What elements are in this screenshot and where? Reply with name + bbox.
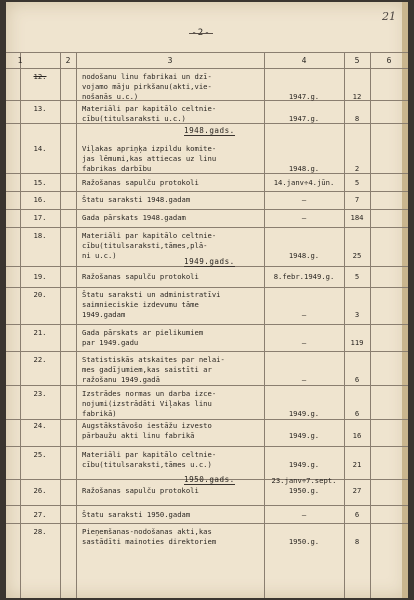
item-description: Ražošanas sapulču protokoli [82, 486, 199, 495]
item-number: 19. [33, 272, 47, 281]
item-sheet-count: 8 [354, 114, 360, 123]
column-header-5: 5 [354, 56, 360, 65]
item-dates: 1947.g. [288, 92, 320, 101]
archive-page [6, 2, 408, 598]
item-dates: 1948.g. [288, 164, 320, 173]
item-sheet-count: 25 [352, 251, 362, 260]
item-dates: 1949.g. [288, 431, 320, 440]
item-description: Izstrādes normas un darba izce- nojumi(izstrādāti Viļakas linu fabrikā) [82, 389, 217, 418]
item-dates: — [301, 195, 307, 204]
item-dates: 1949.g. [288, 409, 320, 418]
column-header-2: 2 [65, 56, 71, 65]
item-description: Augstākstāvošo iestāžu izvesto pārbaužu akti linu fabrikā [82, 421, 212, 440]
item-sheet-count: 7 [354, 195, 360, 204]
row-rule [6, 505, 408, 506]
column-header-6: 6 [386, 56, 392, 65]
page-number: -2- [186, 28, 216, 38]
item-description: nodošanu linu fabrikai un dzī- vojamo māju pirkšanu(akti,vie- nošanās u.c.) [82, 72, 212, 101]
column-rule [60, 52, 61, 598]
item-sheet-count: 8 [354, 537, 360, 546]
item-dates: 14.janv÷4.jūn. [273, 178, 335, 187]
row-rule [6, 287, 408, 288]
item-number: 24. [33, 421, 47, 430]
item-dates: — [301, 213, 307, 222]
item-description: Materiāli par kapitālo celtnie- cību(titulsaraksti,tāmes,plā- ni u.c.) [82, 231, 217, 260]
row-rule [6, 191, 408, 192]
row-rule [6, 523, 408, 524]
item-sheet-count: 6 [354, 409, 360, 418]
item-number: 18. [33, 231, 47, 240]
column-header-4: 4 [301, 56, 307, 65]
item-number: 23. [33, 389, 47, 398]
item-description: Štatu saraksti 1948.gadam [82, 195, 191, 204]
column-header-1: 1 [17, 56, 23, 65]
item-number: 28. [33, 527, 47, 536]
item-description: Ražošanas sapulču protokoli [82, 178, 199, 187]
item-number: 15. [33, 178, 47, 187]
item-number: 17. [33, 213, 47, 222]
handwritten-page-mark: 21 [382, 10, 396, 23]
item-dates: 1949.g. [288, 460, 320, 469]
item-description: Materiāli par kapitālo celtnie- cību(titulsaraksti u.c.) [82, 104, 217, 123]
row-rule [6, 324, 408, 325]
item-number: 20. [33, 290, 47, 299]
item-sheet-count: 6 [354, 510, 360, 519]
item-sheet-count: 119 [350, 338, 364, 347]
item-sheet-count: 16 [352, 431, 362, 440]
row-rule [6, 446, 408, 447]
item-description: Statistiskās atskaites par nelai- mes gadījumiem,kas saistīti ar ražošanu 1949.gadā [82, 355, 225, 384]
item-number: 22. [33, 355, 47, 364]
item-number: 12. [33, 72, 47, 81]
item-description: Štatu saraksti un administratīvi saimnieciskie izdevumu tāme 1949.gadam [82, 290, 221, 319]
item-description: Ražošanas sapulču protokoli [82, 272, 199, 281]
item-sheet-count: 5 [354, 272, 360, 281]
row-rule [6, 209, 408, 210]
item-sheet-count: 21 [352, 460, 362, 469]
item-description: Štatu saraksti 1950.gadam [82, 510, 191, 519]
item-number: 14. [33, 144, 47, 153]
item-sheet-count: 184 [350, 213, 364, 222]
item-dates: 1947.g. [288, 114, 320, 123]
item-dates: — [301, 338, 307, 347]
item-number: 21. [33, 328, 47, 337]
column-header-3: 3 [167, 56, 173, 65]
item-description: Gada pārskats 1948.gadam [82, 213, 186, 222]
item-sheet-count: 12 [352, 92, 362, 101]
item-description: Viļakas apriņķa izpildu komite- jas lēmumi,kas attiecas uz linu fabrikas darbību [82, 144, 217, 173]
item-dates: — [301, 310, 307, 319]
header-top-rule [6, 52, 408, 53]
item-dates: — [301, 375, 307, 384]
page-edge-strip [402, 2, 408, 598]
item-number: 16. [33, 195, 47, 204]
item-dates: 8.febr.1949.g. [273, 272, 335, 281]
item-dates: 1950.g. [288, 537, 320, 546]
item-description: Pieņemšanas-nodošanas akti,kas sastādīti mainoties direktoriem [82, 527, 217, 546]
year-heading: 1949.gads. [184, 257, 235, 266]
column-rule [76, 52, 77, 598]
row-rule [6, 385, 408, 386]
row-rule [6, 351, 408, 352]
item-number: 26. [33, 486, 47, 495]
item-number: 27. [33, 510, 47, 519]
column-rule [370, 52, 371, 598]
item-dates: 1948.g. [288, 251, 320, 260]
item-dates: — [301, 510, 307, 519]
item-sheet-count: 3 [354, 310, 360, 319]
header-bottom-rule [6, 68, 408, 69]
item-number: 25. [33, 450, 47, 459]
item-sheet-count: 27 [352, 486, 362, 495]
item-description: Gada pārskats ar pielikumiem par 1949.gadu [82, 328, 204, 347]
item-dates: 23.janv÷7.sept. 1950.g. [271, 476, 337, 495]
row-rule [6, 227, 408, 228]
year-heading: 1948.gads. [184, 126, 235, 135]
item-sheet-count: 5 [354, 178, 360, 187]
row-rule [6, 419, 408, 420]
item-sheet-count: 2 [354, 164, 360, 173]
year-heading: 1950.gads. [184, 475, 235, 484]
item-sheet-count: 6 [354, 375, 360, 384]
item-number: 13. [33, 104, 47, 113]
item-description: Materiāli par kapitālo celtnie- cību(titulsaraksti,tāmes u.c.) [82, 450, 217, 469]
